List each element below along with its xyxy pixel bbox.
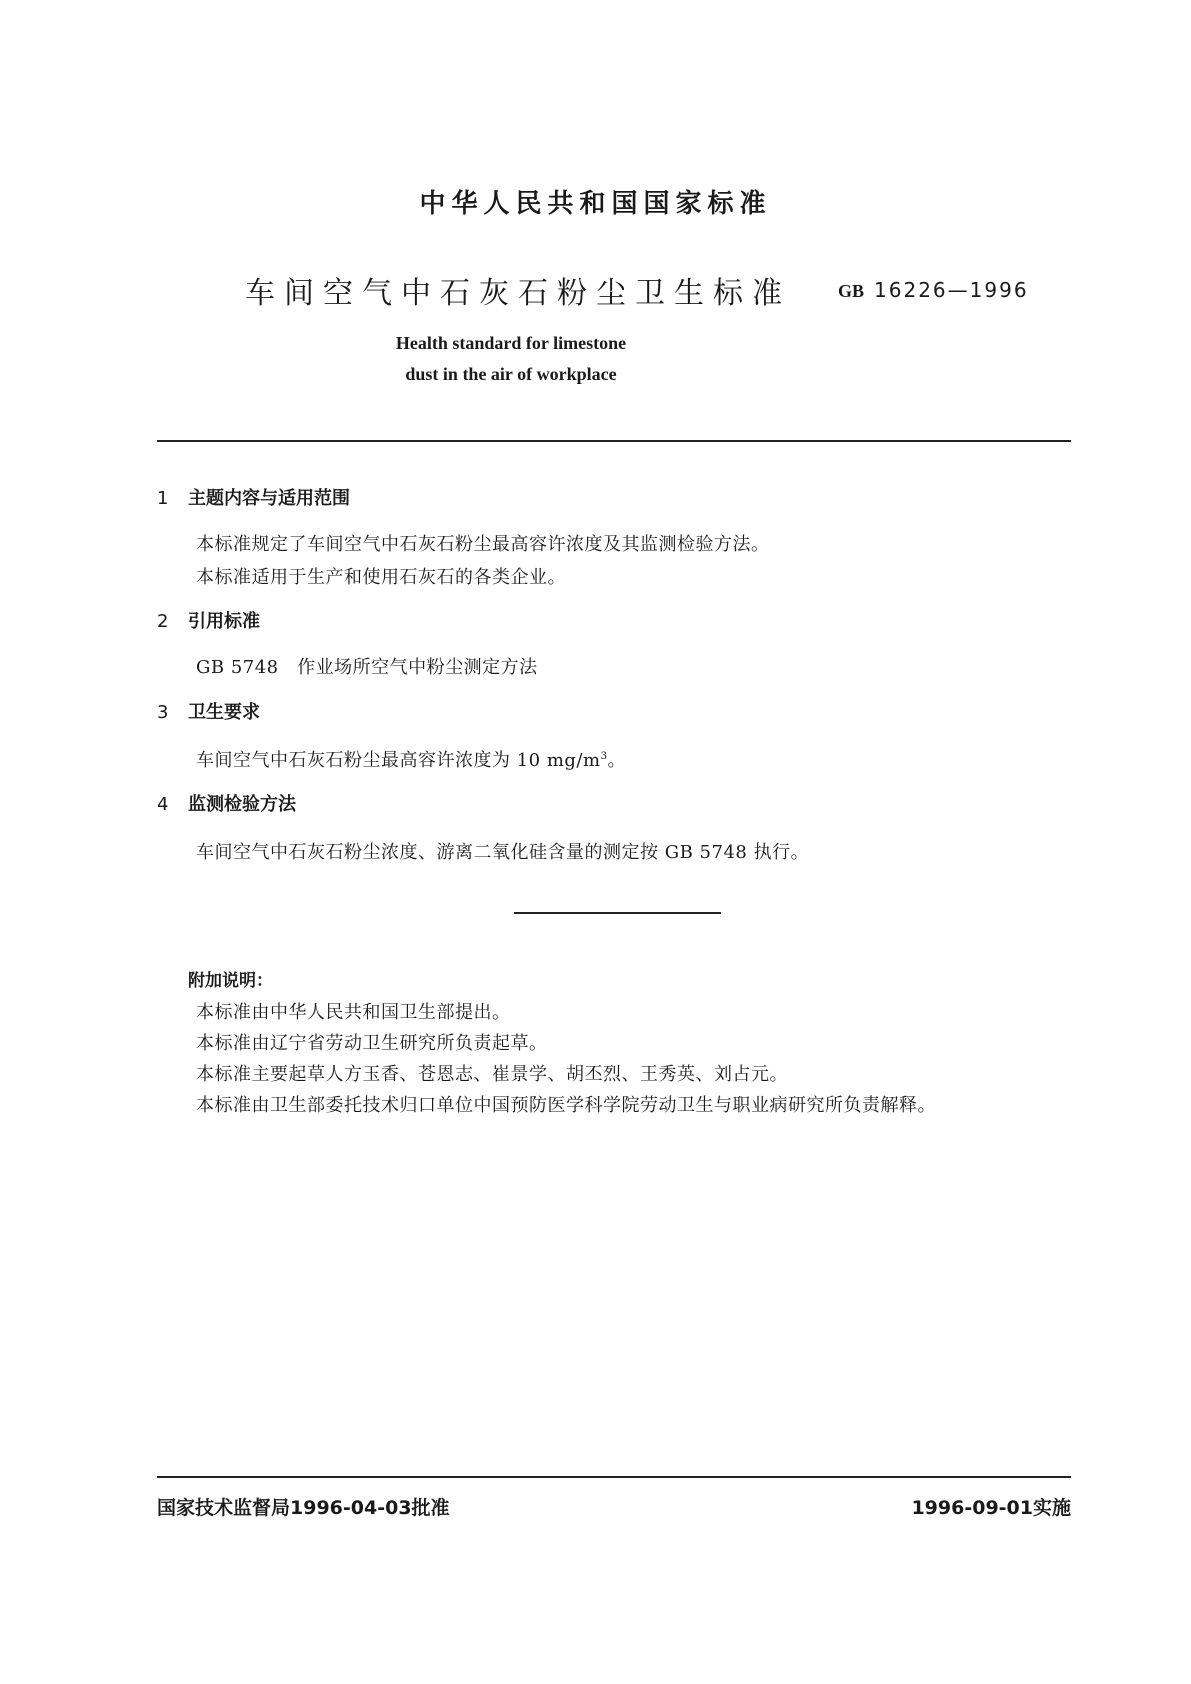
english-title-line-2: dust in the air of workplace bbox=[405, 364, 617, 384]
section-3-heading bbox=[157, 698, 260, 724]
standard-code-prefix: GB bbox=[838, 281, 865, 301]
section-number: 2 bbox=[157, 611, 169, 632]
national-standard-heading: 中华人民共和国国家标准 bbox=[419, 189, 772, 219]
sentence-end: 。 bbox=[607, 750, 626, 771]
section-title: 引用标准 bbox=[188, 611, 260, 632]
section-title: 监测检验方法 bbox=[188, 794, 296, 815]
section-2-heading bbox=[157, 607, 260, 633]
standard-code-number: 16226—1996 bbox=[874, 278, 1029, 302]
english-title-line-1: Health standard for limestone bbox=[395, 333, 627, 353]
notes-heading: 附加说明： bbox=[188, 971, 273, 991]
section-number: 4 bbox=[157, 794, 169, 815]
end-of-text-rule bbox=[514, 912, 721, 914]
document-title: 车间空气中石灰石粉尘卫生标准 bbox=[245, 276, 791, 311]
section-number: 1 bbox=[157, 488, 169, 509]
standard-code bbox=[838, 278, 1029, 302]
top-divider bbox=[157, 440, 1071, 442]
unit-exponent: 3 bbox=[600, 751, 608, 762]
note-line-3: 本标准主要起草人方玉香、苍恩志、崔景学、胡丕烈、王秀英、刘占元。 bbox=[196, 1064, 788, 1085]
footer-divider bbox=[157, 1476, 1071, 1478]
concentration-text: 车间空气中石灰石粉尘最高容许浓度为 10 mg/m bbox=[196, 750, 601, 771]
note-line-1: 本标准由中华人民共和国卫生部提出。 bbox=[196, 1002, 511, 1023]
implementation-date: 1996-09-01实施 bbox=[911, 1497, 1071, 1519]
approval-date: 国家技术监督局1996-04-03批准 bbox=[157, 1497, 450, 1519]
section-1-heading bbox=[157, 484, 350, 510]
note-line-2: 本标准由辽宁省劳动卫生研究所负责起草。 bbox=[196, 1033, 548, 1054]
section-2-line-1: GB 5748 作业场所空气中粉尘测定方法 bbox=[196, 657, 538, 678]
section-3-line-1 bbox=[196, 746, 626, 772]
section-4-line-1: 车间空气中石灰石粉尘浓度、游离二氧化硅含量的测定按 GB 5748 执行。 bbox=[196, 842, 810, 863]
section-title: 卫生要求 bbox=[188, 702, 260, 723]
section-1-line-2: 本标准适用于生产和使用石灰石的各类企业。 bbox=[196, 567, 566, 588]
section-1-line-1: 本标准规定了车间空气中石灰石粉尘最高容许浓度及其监测检验方法。 bbox=[196, 534, 770, 555]
section-number: 3 bbox=[157, 702, 169, 723]
note-line-4: 本标准由卫生部委托技术归口单位中国预防医学科学院劳动卫生与职业病研究所负责解释。 bbox=[196, 1095, 936, 1116]
section-4-heading bbox=[157, 790, 296, 816]
section-title: 主题内容与适用范围 bbox=[188, 488, 350, 509]
